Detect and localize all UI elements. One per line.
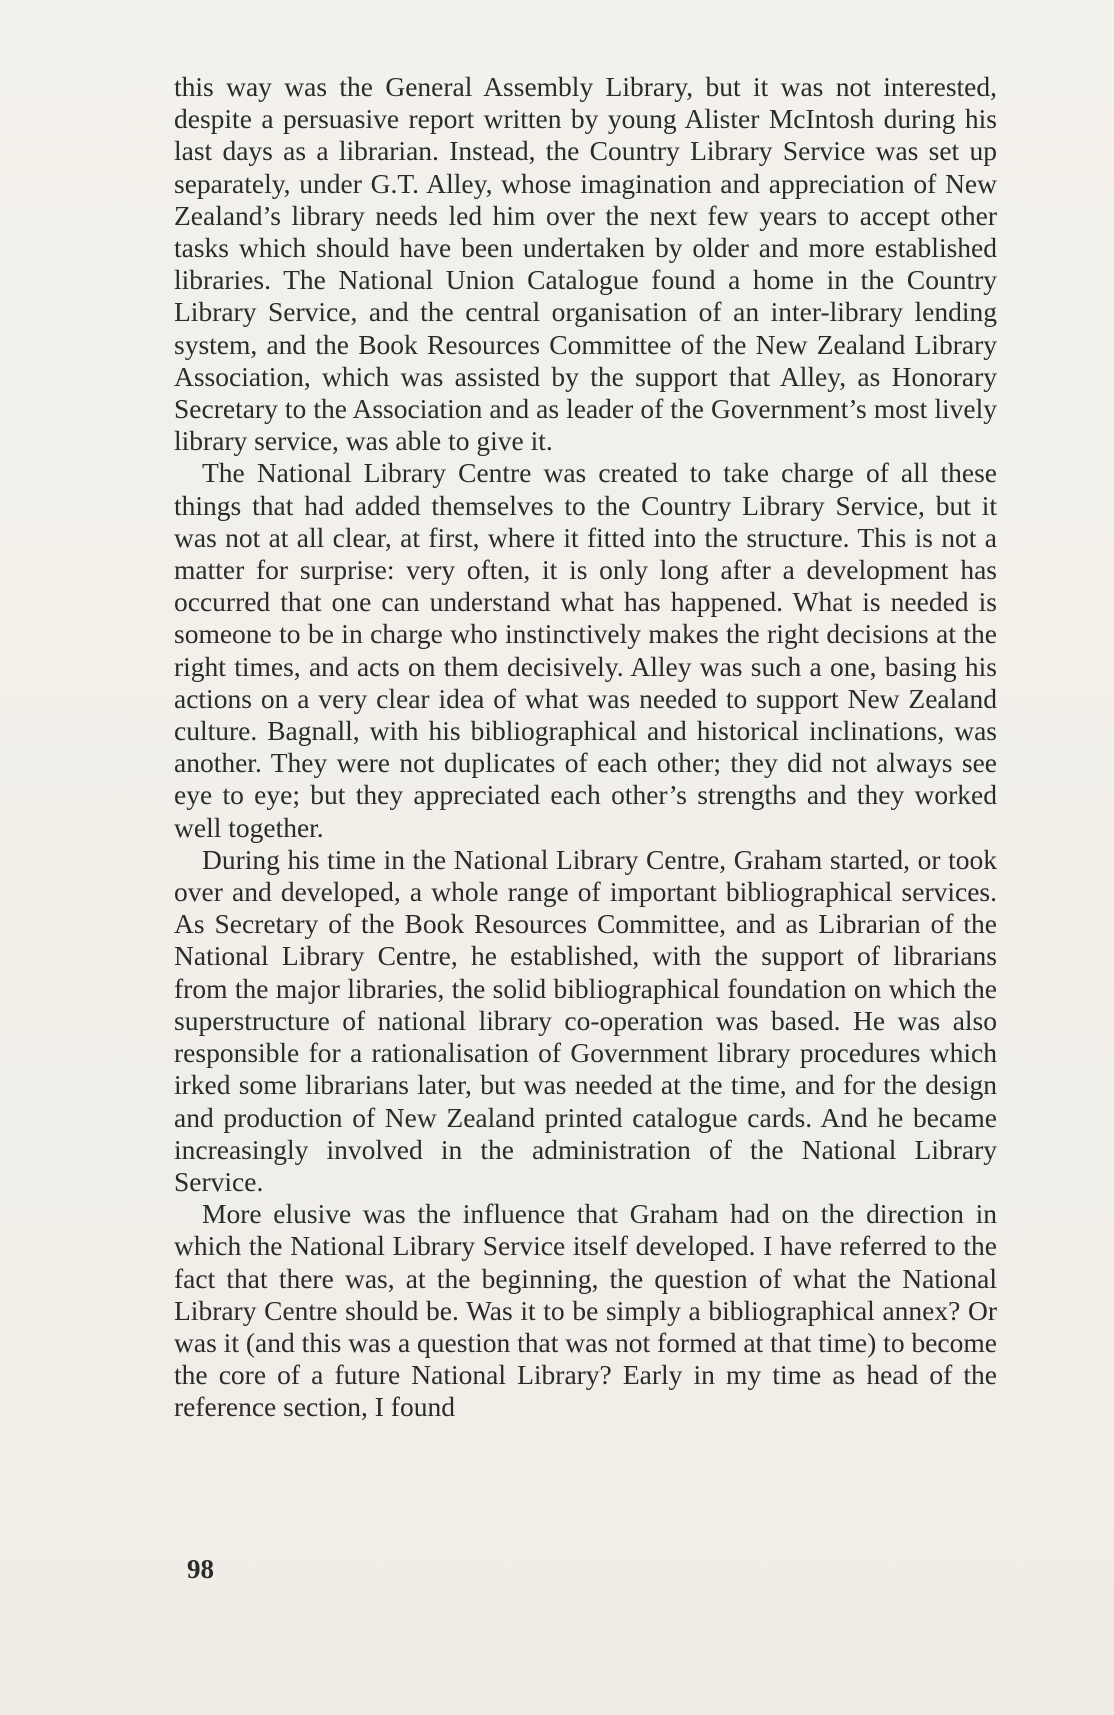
page-number: 98 bbox=[187, 1554, 214, 1584]
paragraph-4: More elusive was the influence that Graham had on the direction in which the National Library Service itself developed. I have referred to the fact that there was, at the beginning, the question of what the National Library Centre should be. Was it to be simply a bibliographical annex? Or was it (and this was a question that was not formed at that time) to become the core of a future National Library? Early in my time as head of the reference section, I found bbox=[174, 1198, 997, 1423]
body-text bbox=[174, 71, 997, 1424]
paragraph-2: The National Library Centre was created to take charge of all these things that had added themselves to the Country Library Service, but it was not at all clear, at first, where it fitted into the structure. This is not a matter for surprise: very often, it is only long after a development has occurred that one can understand what has happened. What is needed is someone to be in charge who instinctively makes the right decisions at the right times, and acts on them decisively. Alley was such a one, basing his actions on a very clear idea of what was needed to support New Zealand culture. Bagnall, with his bibliographical and historical inclinations, was another. They were not duplicates of each other; they did not always see eye to eye; but they appreciated each other’s strengths and they worked well together. bbox=[174, 457, 997, 843]
paragraph-1: this way was the General Assembly Library, but it was not interested, despite a persuasive report written by young Alister McIntosh during his last days as a librarian. Instead, the Country Library Service was set up separately, under G.T. Alley, whose imagination and appreciation of New Zealand’s library needs led him over the next few years to accept other tasks which should have been undertaken by older and more established libraries. The National Union Catalogue found a home in the Country Library Service, and the central organisation of an inter-library lending system, and the Book Resources Committee of the New Zealand Library Association, which was assisted by the support that Alley, as Honorary Secretary to the Association and as leader of the Government’s most lively library service, was able to give it. bbox=[174, 71, 997, 457]
paragraph-3: During his time in the National Library Centre, Graham started, or took over and developed, a whole range of important bibliographical services. As Secretary of the Book Resources Committee, and as Librarian of the National Library Centre, he established, with the support of librarians from the major libraries, the solid bibliographical foundation on which the superstructure of national library co-operation was based. He was also responsible for a rationalisation of Government library procedures which irked some librarians later, but was needed at the time, and for the design and production of New Zealand printed catalogue cards. And he became increasingly involved in the administration of the National Library Service. bbox=[174, 843, 997, 1197]
